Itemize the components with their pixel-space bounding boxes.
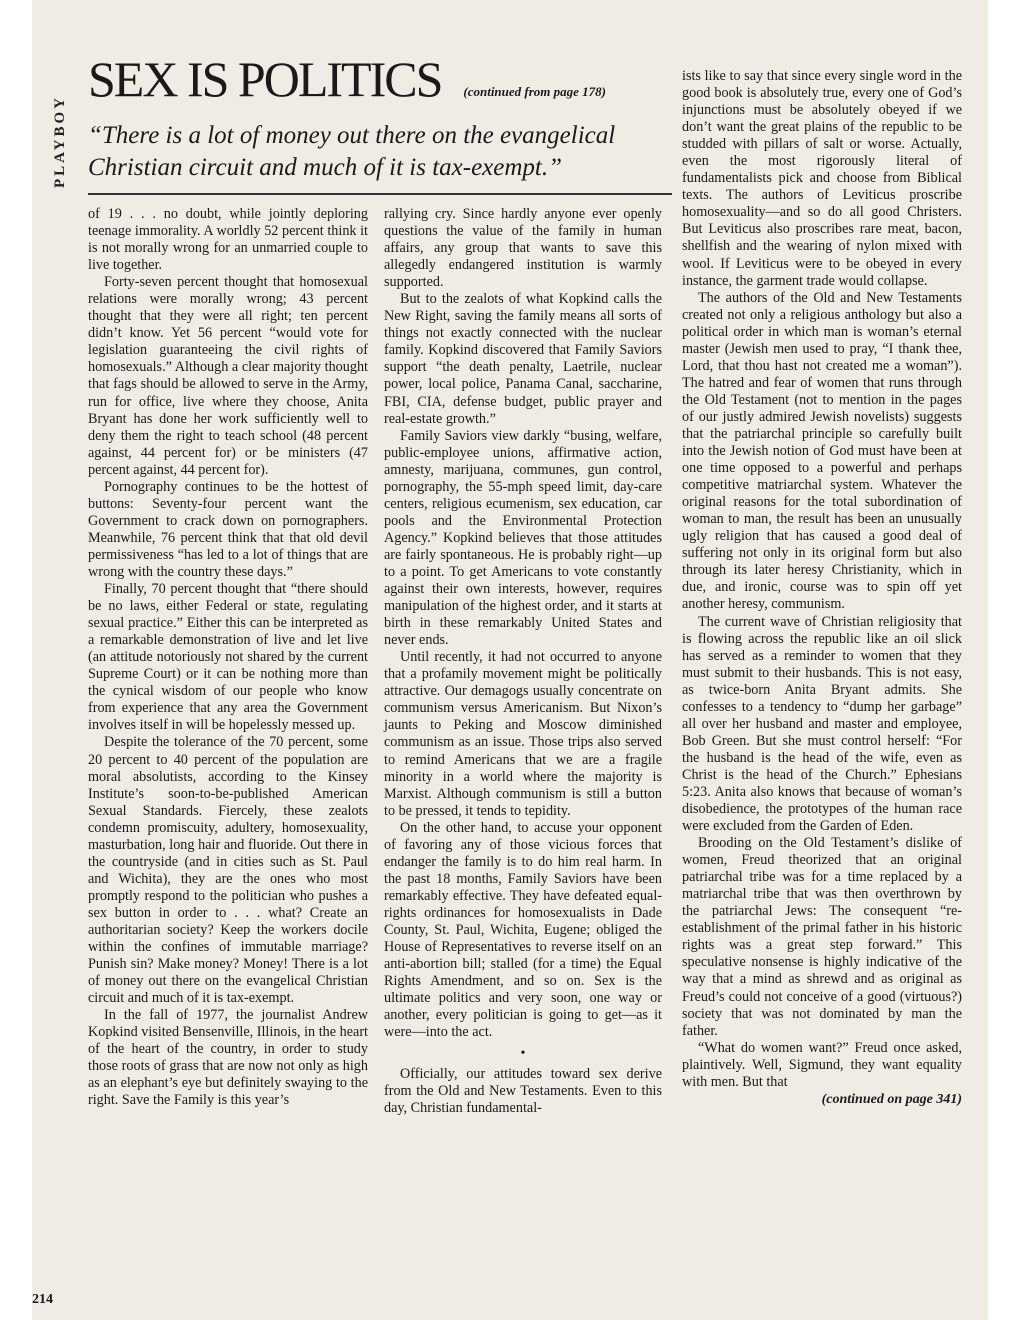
paragraph: In the fall of 1977, the journalist Andrew Kopkind visited Bensenville, Illinois, in the heart of the heart of the country, in order to study those roots of grass that are now not only as high as an elephant’s eye but definitely swaying to the right. Save the Family is this year’s — [88, 1007, 368, 1109]
continued-from-note: (continued from page 178) — [463, 84, 607, 99]
column-3 — [682, 68, 962, 1108]
paragraph: “What do women want?” Freud once asked, plaintively. Well, Sigmund, they want equality with men. But that — [682, 1039, 962, 1090]
paragraph: Family Saviors view darkly “busing, welfare, public-employee unions, affirmative action, amnesty, marijuana, communes, gun control, pornography, the 55-mph speed limit, day-care centers, religious ecumenism, sex education, car pools and the Environmental Protection Agency.” Kopkind believes that those attitudes are fairly spontaneous. He is probably right—up to a point. To get Americans to vote constantly against their own interests, however, requires manipulation of the highest order, and it starts at birth in these remarkably United States and never ends. — [384, 427, 662, 649]
paragraph: Officially, our attitudes toward sex derive from the Old and New Testaments. Even to this day, Christian fundamental- — [384, 1066, 662, 1117]
paragraph: Forty-seven percent thought that homosexual relations were morally wrong; 43 percent thought that they were all right; ten percent didn’t know. Yet 56 percent “would vote for legislation guaranteeing the civil rights of homosexuals.” Although a clear majority thought that fags should be allowed to serve in the Army, run for office, live where they choose, Anita Bryant has done her work sufficiently well to deny them the right to teach school (48 percent against, 44 percent for) or be ministers (47 percent against, 44 percent for). — [88, 274, 368, 478]
paragraph: The current wave of Christian religiosity that is flowing across the republic like an oil slick has served as a reminder to women that they must submit to their husbands. This is not easy, as twice-born Anita Bryant admits. She confesses to a tendency to “dump her garbage” all over her husband and master and employee, Bob Green. But she must control herself: “For the husband is the head of the wife, even as Christ is the head of the Church.” Ephesians 5:23. Anita also knows that because of woman’s disobedience, the prototypes of the human race were excluded from the Garden of Eden. — [682, 613, 962, 835]
running-head: PLAYBOY — [52, 95, 68, 189]
magazine-page — [32, 0, 988, 1320]
column-2 — [384, 206, 662, 1117]
paragraph: rallying cry. Since hardly anyone ever openly questions the value of the family in human affairs, any group that wants to save this allegedly endangered institution is warmly supported. — [384, 206, 662, 291]
paragraph: Despite the tolerance of the 70 percent, some 20 percent to 40 percent of the population are moral absolutists, according to the Kinsey Institute’s soon-to-be-published American Sexual Standards. Fiercely, these zealots condemn promiscuity, adultery, homosexuality, masturbation, long hair and fluoride. Out there in the countryside (and in cities such as St. Paul and Wichita), they are the ones who most promptly respond to the politician who pushes a sex button in order to . . . what? Create an authoritarian society? Keep the workers docile within the confines of immutable marriage? Punish sin? Make money? Money! There is a lot of money out there on the evangelical Christian circuit and much of it is tax-exempt. — [88, 734, 368, 1007]
paragraph: On the other hand, to accuse your opponent of favoring any of those vicious forces that endanger the family is to do him real harm. In the past 18 months, Family Saviors have been remarkably effective. They have defeated equal-rights ordinances for homosexualists in Dade County, St. Paul, Wichita, Eugene; obliged the House of Representatives to reverse itself on an anti-abortion bill; stalled (for a time) the Equal Rights Amendment, and so on. Sex is the ultimate politics and very soon, one way or another, every politician is going to get—as it were—into the act. — [384, 819, 662, 1041]
column-1 — [88, 206, 368, 1109]
paragraph: Pornography continues to be the hottest of buttons: Seventy-four percent want the Government to crack down on pornographers. Meanwhile, 76 percent think that that old devil permissiveness “has led to a lot of things that are wrong with the country these days.” — [88, 478, 368, 580]
page-number: 214 — [32, 1292, 53, 1307]
article-headline: SEX IS POLITICS — [88, 51, 442, 107]
paragraph: But to the zealots of what Kopkind calls the New Right, saving the family means all sorts of things not exactly connected with the nuclear family. Kopkind discovered that Family Saviors support “the death penalty, Laetrile, nuclear power, local police, Panama Canal, saccharine, FBI, CIA, defense budget, public prayer and real-estate growth.” — [384, 291, 662, 427]
paragraph: The authors of the Old and New Testaments created not only a religious anthology but also a political order in which man is woman’s eternal master (Jewish men used to pray, “I thank thee, Lord, that thou hast not created me a woman”). The hatred and fear of women that runs through the Old Testament (not to mention in the pages of our justly admired Jewish novelists) suggests that the patriarchal principle so carefully built into the Jewish notion of God must have been at one time opposed to a powerful and perhaps competitive matriarchal system. Whatever the original reasons for the total subordination of woman to man, the result has been an unusually ugly religion that has caused a good deal of suffering not only in its original form but also through its later heresy Christianity, which in due, and ironic, course was to spin off yet another heresy, communism. — [682, 289, 962, 613]
continued-on-note: (continued on page 341) — [821, 1091, 962, 1107]
pull-quote: “There is a lot of money out there on the evangelical Christian circuit and much of it is tax-exempt.” — [88, 122, 616, 181]
paragraph: ists like to say that since every single word in the good book is absolutely true, every one of God’s injunctions must be absolutely obeyed if we don’t want the great plains of the republic to be studded with pillars of salt or worse. Actually, even the most rigorously literal of fundamentalists pick and choose from Biblical texts. The authors of Leviticus proscribe homosexuality—and so do all good Christers. But Leviticus also proscribes rare meat, bacon, shellfish and the wearing of nylon mixed with wool. If Leviticus were to be obeyed in every instance, the garment trade would collapse. — [682, 68, 962, 289]
paragraph: of 19 . . . no doubt, while jointly deploring teenage immorality. A worldly 52 percent think it is not morally wrong for an unmarried couple to live together. — [88, 206, 368, 274]
paragraph: Until recently, it had not occurred to anyone that a profamily movement might be politically attractive. Our demagogs usually concentrate on communism versus Americanism. But Nixon’s jaunts to Peking and Moscow diminished communism as an issue. Those trips also served to remind Americans that we are a fragile minority in a world where the majority is Marxist. Although communism is still a button to be pressed, it tends to tepidity. — [384, 649, 662, 819]
paragraph: Finally, 70 percent thought that “there should be no laws, either Federal or state, regulating sexual practice.” Either this can be interpreted as a remarkable demonstration of live and let live (an attitude notoriously not shared by the current Supreme Court) or it can be nothing more than the cynical wisdom of our people who know from experience that any area the Government involves itself in will be hopelessly messed up. — [88, 581, 368, 734]
section-break-bullet: • — [520, 1046, 526, 1062]
paragraph: Brooding on the Old Testament’s dislike of women, Freud theorized that an original patriarchal tribe was for a time replaced by a matriarchal tribe that was then overthrown by the patriarchal Jews: The consequent “re-establishment of the primal father in his historic rights was a great step forward.” This speculative nonsense is highly indicative of the way that a mind as shrewd and as original as Freud’s could not conceive of a good (virtuous?) society that was not dominated by man the father. — [682, 835, 962, 1039]
article-title-block — [88, 51, 672, 184]
divider-rule — [88, 193, 672, 195]
